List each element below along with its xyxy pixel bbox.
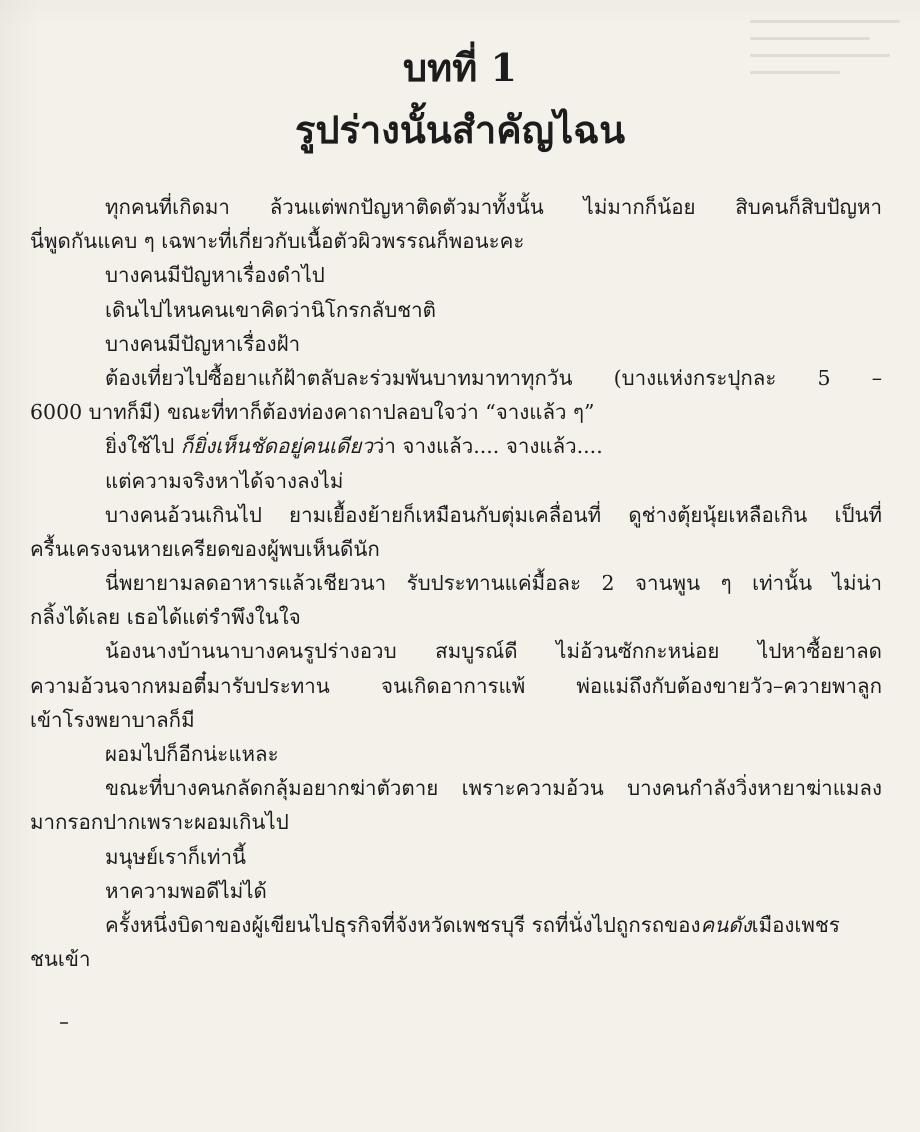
text-segment: ครั้งหนึ่งบิดาของผู้เขียนไปธุรกิจที่จังหวัดเพชรบุรี รถที่นั่งไปถูกรถของ [105, 912, 701, 937]
chapter-number: บทที่ 1 [403, 45, 517, 90]
text-line: เข้าโรงพยาบาลก็มี [30, 707, 195, 732]
italic-text: ก็ยิ่งเห็นชัดอยู่คนเดียว [180, 434, 373, 459]
text-line: ครื้นเครงจนหายเครียดของผู้พบเห็นดีนัก [30, 536, 380, 561]
text-line: ต้องเที่ยวไปซื้อยาแก้ฝ้าตลับละร่วมพันบาทมาทาทุกวัน (บางแห่งกระปุกละ 5 – [105, 365, 882, 390]
text-line: นี่พยายามลดอาหารแล้วเชียวนา รับประทานแค่มื้อละ 2 จานพูน ๆ เท่านั้น ไม่น่า [105, 571, 882, 596]
text-line: แต่ความจริงหาได้จางลงไม่ [105, 468, 344, 493]
text-line: นี่พูดกันแคบ ๆ เฉพาะที่เกี่ยวกับเนื้อตัวผิวพรรณก็พอนะคะ [30, 229, 525, 254]
text-line: หาความพอดีไม่ได้ [105, 878, 267, 903]
text-line: กลิ้งได้เลย เธอได้แต่รำพึงในใจ [30, 605, 301, 630]
text-line: ความอ้วนจากหมอตี๋มารับประทาน จนเกิดอาการแพ้ พ่อแม่ถึงกับต้องขายวัว–ควายพาลูก [30, 673, 882, 698]
text-segment: เมืองเพชร [751, 912, 840, 937]
text-line: ขณะที่บางคนกลัดกลุ้มอยากฆ่าตัวตาย เพราะความอ้วน บางคนกำลังวิ่งหายาฆ่าแมลง [105, 776, 882, 801]
text-line: ชนเข้า [30, 947, 91, 972]
italic-text: คนดัง [700, 912, 752, 937]
text-line: บางคนมีปัญหาเรื่องดำไป [105, 263, 325, 288]
text-line: น้องนางบ้านนาบางคนรูปร่างอวบ สมบูรณ์ดี ไม่อ้วนซักกะหน่อย ไปหาซื้อยาลด [105, 639, 882, 664]
text-line: มนุษย์เราก็เท่านี้ [105, 844, 247, 869]
margin-mark [60, 1022, 68, 1024]
chapter-title: รูปร่างนั้นสำคัญไฉน [294, 107, 626, 152]
text-line: บางคนมีปัญหาเรื่องฝ้า [105, 331, 301, 356]
text-line: 6000 บาทก็มี) ขณะที่ทาก็ต้องท่องคาถาปลอบใจว่า “จางแล้ว ๆ” [30, 400, 595, 425]
body-text [30, 190, 882, 976]
text-line-mixed [30, 429, 882, 463]
text-segment: ยิ่งใช้ไป [105, 434, 181, 459]
text-segment: ว่า จางแล้ว.... จางแล้ว.... [372, 434, 603, 459]
text-line: บางคนอ้วนเกินไป ยามเยื้องย้ายก็เหมือนกับตุ่มเคลื่อนที่ ดูช่างตุ้ยนุ้ยเหลือเกิน เป็นที่ [105, 502, 882, 527]
text-line: ทุกคนที่เกิดมา ล้วนแต่พกปัญหาติดตัวมาทั้งนั้น ไม่มากก็น้อย สิบคนก็สิบปัญหา [105, 195, 882, 219]
text-line-mixed [30, 908, 882, 942]
text-line: มากรอกปากเพราะผอมเกินไป [30, 810, 289, 835]
text-line: ผอมไปก็อีกน่ะแหละ [105, 742, 279, 766]
text-line: เดินไปไหนคนเขาคิดว่านิโกรกลับชาติ [105, 297, 436, 322]
